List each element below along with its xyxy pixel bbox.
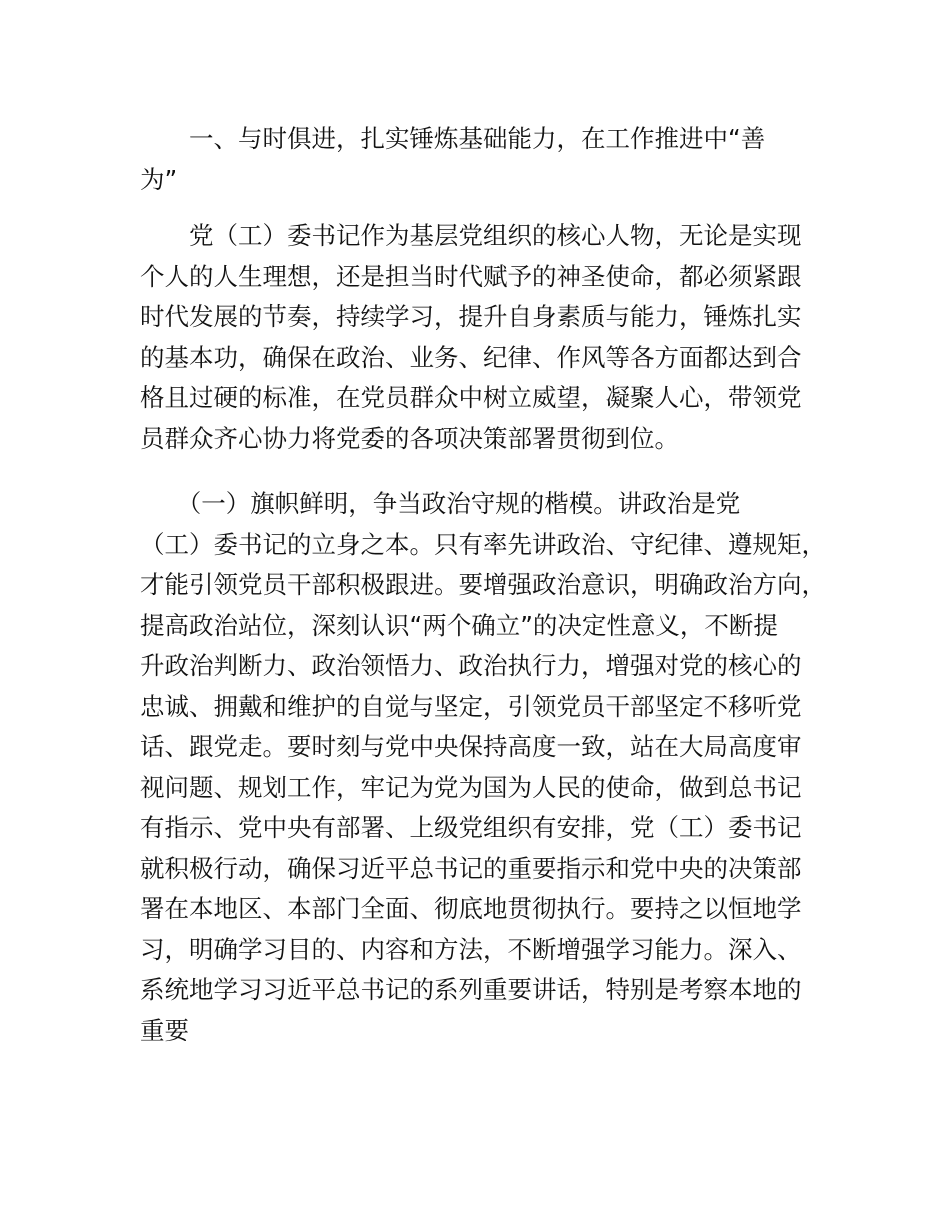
heading-line: 一、与时俱进，扎实锤炼基础能力，在工作推进中“善 — [140, 124, 766, 153]
paragraph-line: 有指示、党中央有部署、上级党组织有安排，党（工）委书记 — [140, 813, 802, 842]
paragraph-line: 重要 — [140, 1015, 189, 1045]
paragraph-line: 就积极行动，确保习近平总书记的重要指示和党中央的决策部 — [140, 853, 802, 883]
paragraph-line: 话、跟党走。要时刻与党中央保持高度一致，站在大局高度审 — [140, 732, 802, 761]
paragraph-line: （一）旗帜鲜明，争当政治守规的楷模。讲政治是党 — [140, 489, 741, 518]
paragraph-line: 党（工）委书记作为基层党组织的核心人物，无论是实现 — [140, 221, 802, 250]
paragraph-line: 提高政治站位，深刻认识“两个确立”的决定性意义，不断提 — [140, 610, 778, 640]
paragraph-line: 系统地学习习近平总书记的系列重要讲话，特别是考察本地的 — [140, 975, 802, 1004]
paragraph-line: （工）委书记的立身之本。只有率先讲政治、守纪律、遵规矩， — [140, 529, 826, 559]
paragraph-line: 视问题、规划工作，牢记为党为国为人民的使命，做到总书记 — [140, 772, 802, 802]
paragraph-intro — [140, 216, 820, 459]
heading-line: 为” — [140, 164, 178, 194]
paragraph-line: 才能引领党员干部积极跟进。要增强政治意识，明确政治方向， — [140, 570, 826, 599]
paragraph-political — [140, 484, 826, 1051]
section-heading — [140, 119, 820, 200]
paragraph-line: 个人的人生理想，还是担当时代赋予的神圣使命，都必须紧跟 — [140, 261, 802, 291]
paragraph-line: 升政治判断力、政治领悟力、政治执行力，增强对党的核心的 — [140, 651, 802, 680]
paragraph-line: 习，明确学习目的、内容和方法，不断增强学习能力。深入、 — [140, 934, 802, 964]
paragraph-line: 员群众齐心协力将党委的各项决策部署贯彻到位。 — [140, 423, 679, 453]
paragraph-line: 署在本地区、本部门全面、彻底地贯彻执行。要持之以恒地学 — [140, 894, 802, 923]
paragraph-line: 忠诚、拥戴和维护的自觉与坚定，引领党员干部坚定不移听党 — [140, 691, 802, 721]
paragraph-line: 格且过硬的标准，在党员群众中树立威望，凝聚人心，带领党 — [140, 383, 802, 412]
paragraph-line: 时代发展的节奏，持续学习，提升自身素质与能力，锤炼扎实 — [140, 302, 802, 331]
paragraph-line: 的基本功，确保在政治、业务、纪律、作风等各方面都达到合 — [140, 342, 802, 372]
